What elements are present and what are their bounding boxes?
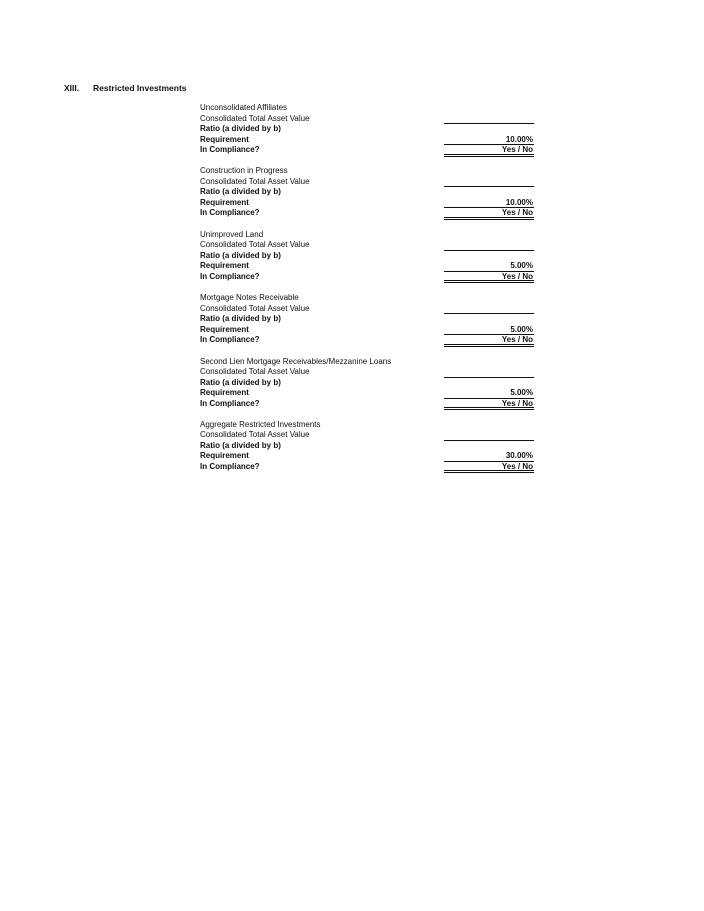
investment-block-unimproved-land xyxy=(200,230,535,293)
denominator-label: Consolidated Total Asset Value xyxy=(200,367,310,377)
requirement-value: 5.00% xyxy=(444,261,534,272)
category-row xyxy=(200,230,535,241)
compliance-row xyxy=(200,145,535,156)
requirement-row xyxy=(200,388,535,399)
ratio-row xyxy=(200,124,535,135)
denominator-row xyxy=(200,114,535,125)
denominator-label: Consolidated Total Asset Value xyxy=(200,176,310,186)
requirement-value: 10.00% xyxy=(444,198,534,209)
compliance-value: Yes / No xyxy=(444,462,534,474)
requirement-label: Requirement xyxy=(200,261,249,271)
category-label: Aggregate Restricted Investments xyxy=(200,419,321,429)
ratio-row xyxy=(200,441,535,452)
requirement-value: 10.00% xyxy=(444,135,534,146)
restricted-investments-schedule xyxy=(200,103,535,483)
compliance-value: Yes / No xyxy=(444,399,534,411)
ratio-label: Ratio (a divided by b) xyxy=(200,377,281,387)
denominator-row xyxy=(200,240,535,251)
requirement-row xyxy=(200,198,535,209)
compliance-row xyxy=(200,272,535,283)
requirement-label: Requirement xyxy=(200,134,249,144)
compliance-label: In Compliance? xyxy=(200,335,260,345)
compliance-row xyxy=(200,335,535,346)
requirement-label: Requirement xyxy=(200,324,249,334)
ratio-label: Ratio (a divided by b) xyxy=(200,187,281,197)
ratio-label: Ratio (a divided by b) xyxy=(200,314,281,324)
requirement-label: Requirement xyxy=(200,388,249,398)
requirement-label: Requirement xyxy=(200,197,249,207)
requirement-row xyxy=(200,451,535,462)
denominator-row xyxy=(200,430,535,441)
investment-block-construction-in-progress xyxy=(200,166,535,229)
denominator-label: Consolidated Total Asset Value xyxy=(200,430,310,440)
category-label: Unconsolidated Affiliates xyxy=(200,103,288,112)
denominator-label: Consolidated Total Asset Value xyxy=(200,303,310,313)
investment-block-aggregate-restricted xyxy=(200,420,535,483)
denominator-value-field xyxy=(444,240,534,251)
category-row xyxy=(200,357,535,368)
category-label: Construction in Progress xyxy=(200,166,288,176)
ratio-label: Ratio (a divided by b) xyxy=(200,440,281,450)
compliance-label: In Compliance? xyxy=(200,145,260,154)
compliance-label: In Compliance? xyxy=(200,461,260,471)
denominator-value-field xyxy=(444,367,534,378)
category-row xyxy=(200,166,535,177)
compliance-row xyxy=(200,462,535,473)
requirement-label: Requirement xyxy=(200,451,249,461)
investment-block-unconsolidated-affiliates xyxy=(200,103,535,166)
denominator-value-field xyxy=(444,304,534,315)
compliance-row xyxy=(200,399,535,410)
investment-block-second-lien-mezzanine xyxy=(200,357,535,420)
compliance-value: Yes / No xyxy=(444,208,534,220)
section-number: XIII. xyxy=(64,83,80,93)
denominator-value-field xyxy=(444,177,534,188)
denominator-value-field xyxy=(444,114,534,125)
requirement-value: 5.00% xyxy=(444,388,534,399)
category-row xyxy=(200,103,535,114)
investment-block-mortgage-notes-receivable xyxy=(200,293,535,356)
ratio-label: Ratio (a divided by b) xyxy=(200,124,281,133)
ratio-row xyxy=(200,187,535,198)
denominator-row xyxy=(200,304,535,315)
category-row xyxy=(200,420,535,431)
category-label: Second Lien Mortgage Receivables/Mezzanine Loans xyxy=(200,356,392,366)
compliance-label: In Compliance? xyxy=(200,398,260,408)
compliance-value: Yes / No xyxy=(444,335,534,347)
ratio-row xyxy=(200,314,535,325)
category-label: Unimproved Land xyxy=(200,229,264,239)
compliance-value: Yes / No xyxy=(444,272,534,284)
ratio-label: Ratio (a divided by b) xyxy=(200,250,281,260)
requirement-row xyxy=(200,325,535,336)
requirement-row xyxy=(200,135,535,146)
compliance-value: Yes / No xyxy=(444,145,534,157)
ratio-row xyxy=(200,378,535,389)
section-title: Restricted Investments xyxy=(93,83,187,93)
denominator-value-field xyxy=(444,430,534,441)
category-label: Mortgage Notes Receivable xyxy=(200,293,299,303)
denominator-row xyxy=(200,367,535,378)
denominator-label: Consolidated Total Asset Value xyxy=(200,113,310,123)
compliance-label: In Compliance? xyxy=(200,208,260,218)
requirement-row xyxy=(200,261,535,272)
requirement-value: 30.00% xyxy=(444,451,534,462)
requirement-value: 5.00% xyxy=(444,325,534,336)
denominator-row xyxy=(200,177,535,188)
ratio-row xyxy=(200,251,535,262)
compliance-row xyxy=(200,208,535,219)
denominator-label: Consolidated Total Asset Value xyxy=(200,240,310,250)
category-row xyxy=(200,293,535,304)
compliance-label: In Compliance? xyxy=(200,271,260,281)
